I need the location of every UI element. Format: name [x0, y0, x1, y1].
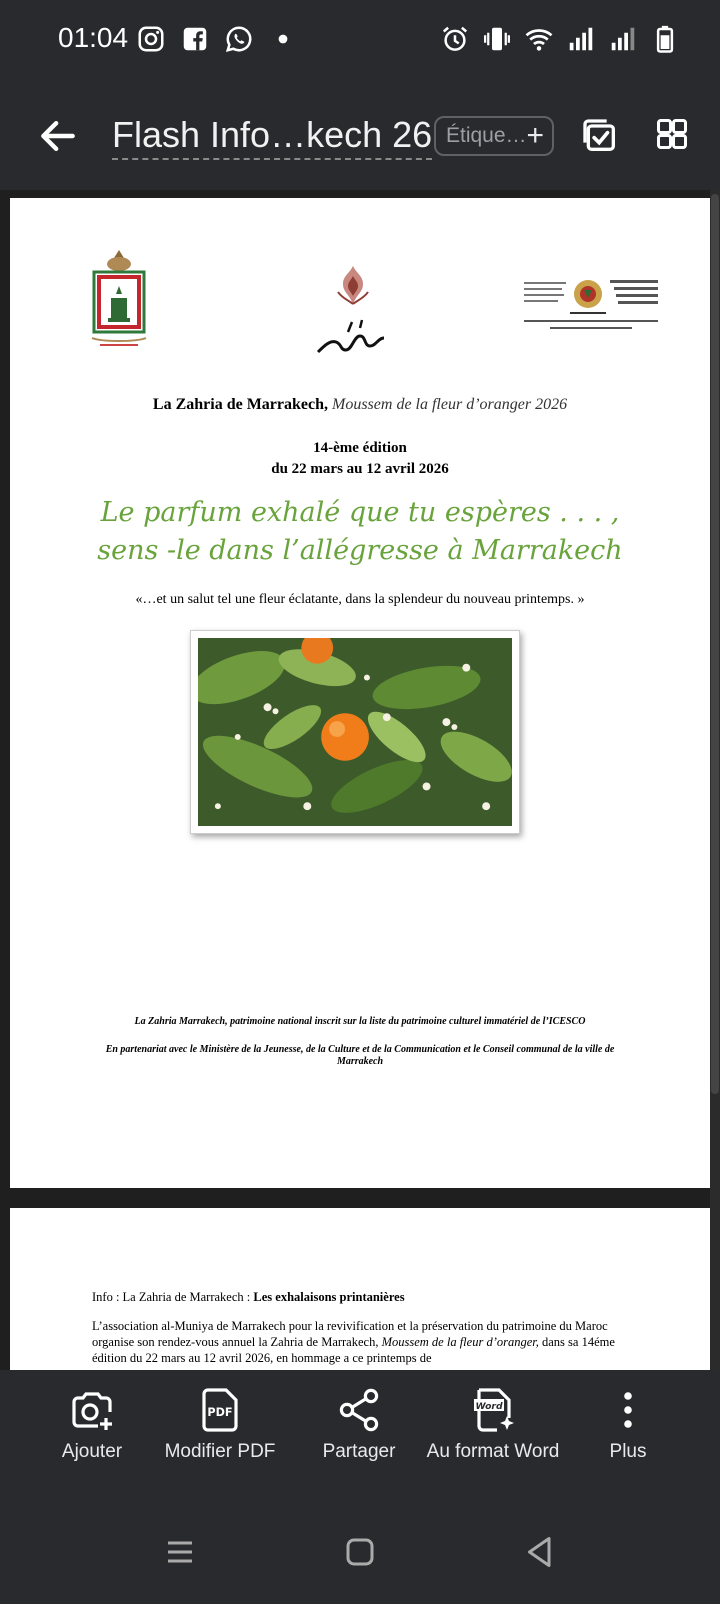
dot-icon [268, 24, 298, 54]
more-vertical-icon [604, 1386, 652, 1434]
select-check-icon[interactable] [580, 116, 620, 156]
to-word-button[interactable] [423, 1386, 563, 1464]
word-icon [469, 1386, 517, 1434]
event-heading [10, 396, 710, 414]
alarm-icon [440, 24, 470, 54]
edit-pdf-label: Modifier PDF [164, 1441, 276, 1462]
add-button[interactable] [22, 1386, 162, 1464]
document-viewer[interactable] [0, 190, 720, 1370]
app-bar [0, 100, 720, 190]
ministry-logo [522, 276, 660, 336]
whatsapp-icon [224, 24, 254, 54]
bottom-toolbar [0, 1370, 720, 1500]
share-icon [335, 1386, 383, 1434]
footer-heritage: La Zahria Marrakech, patrimoine national inscrit sur la liste du patrimoine culturel immatériel de l’ICESCO [134, 1016, 586, 1027]
edition-block [10, 438, 710, 480]
info-heading [92, 1290, 405, 1305]
pdf-icon [196, 1386, 244, 1434]
add-tag-icon[interactable]: + [526, 119, 544, 152]
svg-text:Word: Word [475, 1400, 503, 1412]
vibrate-icon [482, 24, 512, 54]
signal-icon [566, 24, 596, 54]
event-subtitle: Moussem de la fleur d’oranger 2026 [328, 396, 568, 413]
pdf-page-1[interactable] [10, 198, 710, 1188]
signal-icon [608, 24, 638, 54]
svg-text:PDF: PDF [207, 1406, 233, 1419]
wifi-icon [524, 24, 554, 54]
body-end: dans sa 14éme édition du 22 mars au 12 avril 2026, en hommage a ce printemps de [92, 1335, 615, 1365]
info-title: Les exhalaisons printanières [253, 1290, 405, 1304]
city-emblem-logo [86, 248, 152, 354]
to-word-label: Au format Word [426, 1441, 560, 1462]
home-icon[interactable] [342, 1534, 378, 1570]
footer-partnership: En partenariat avec le Ministère de la Jeunesse, de la Culture et de la Communication et le Conseil communal de la ville de Marrakech [105, 1044, 615, 1067]
back-arrow-icon[interactable] [36, 114, 80, 158]
tag-input[interactable] [434, 116, 554, 156]
edit-pdf-button[interactable] [150, 1386, 290, 1464]
grid-view-icon[interactable] [654, 116, 690, 152]
system-nav-bar [0, 1500, 720, 1604]
article-body [92, 1318, 632, 1366]
more-label: Plus [609, 1441, 647, 1462]
body-start: L’association al-Muniya de Marrakech pour la revivification et la préservation du patrimoine du Maroc organise son rendez-vous annuel la Zahria de Marrakech, [92, 1319, 608, 1349]
quote: «…et un salut tel une fleur éclatante, dans la splendeur du nouveau printemps. » [135, 592, 585, 607]
pdf-page-2[interactable] [10, 1208, 710, 1370]
orange-blossom-photo [190, 630, 520, 834]
tag-placeholder: Étique… [446, 124, 527, 147]
festival-logo [308, 262, 398, 362]
clock: 01:04 [58, 22, 129, 53]
edition-number: 14-ème édition [313, 440, 407, 456]
instagram-icon [136, 24, 166, 54]
status-bar [0, 0, 720, 80]
event-name: La Zahria de Marrakech, [152, 396, 328, 413]
scroll-thumb[interactable] [711, 194, 719, 1094]
battery-icon [650, 24, 680, 54]
document-title[interactable]: Flash Info…kech 26 [112, 114, 432, 160]
recents-icon[interactable] [162, 1534, 198, 1570]
add-photo-icon [68, 1386, 116, 1434]
body-italic: Moussem de la fleur d’oranger, [381, 1335, 539, 1349]
edition-dates: du 22 mars au 12 avril 2026 [271, 461, 449, 477]
more-button[interactable] [558, 1386, 698, 1464]
share-label: Partager [322, 1441, 396, 1462]
add-label: Ajouter [61, 1441, 123, 1462]
slogan: Le parfum exhalé que tu espères . . . , sens -le dans l’allégresse à Marrakech [97, 497, 623, 566]
orange-tree-image [198, 638, 512, 826]
scrollbar[interactable] [710, 190, 720, 1370]
share-button[interactable] [289, 1386, 429, 1464]
info-prefix: Info : La Zahria de Marrakech : [92, 1290, 254, 1304]
facebook-icon [180, 24, 210, 54]
back-nav-icon[interactable] [522, 1534, 558, 1570]
